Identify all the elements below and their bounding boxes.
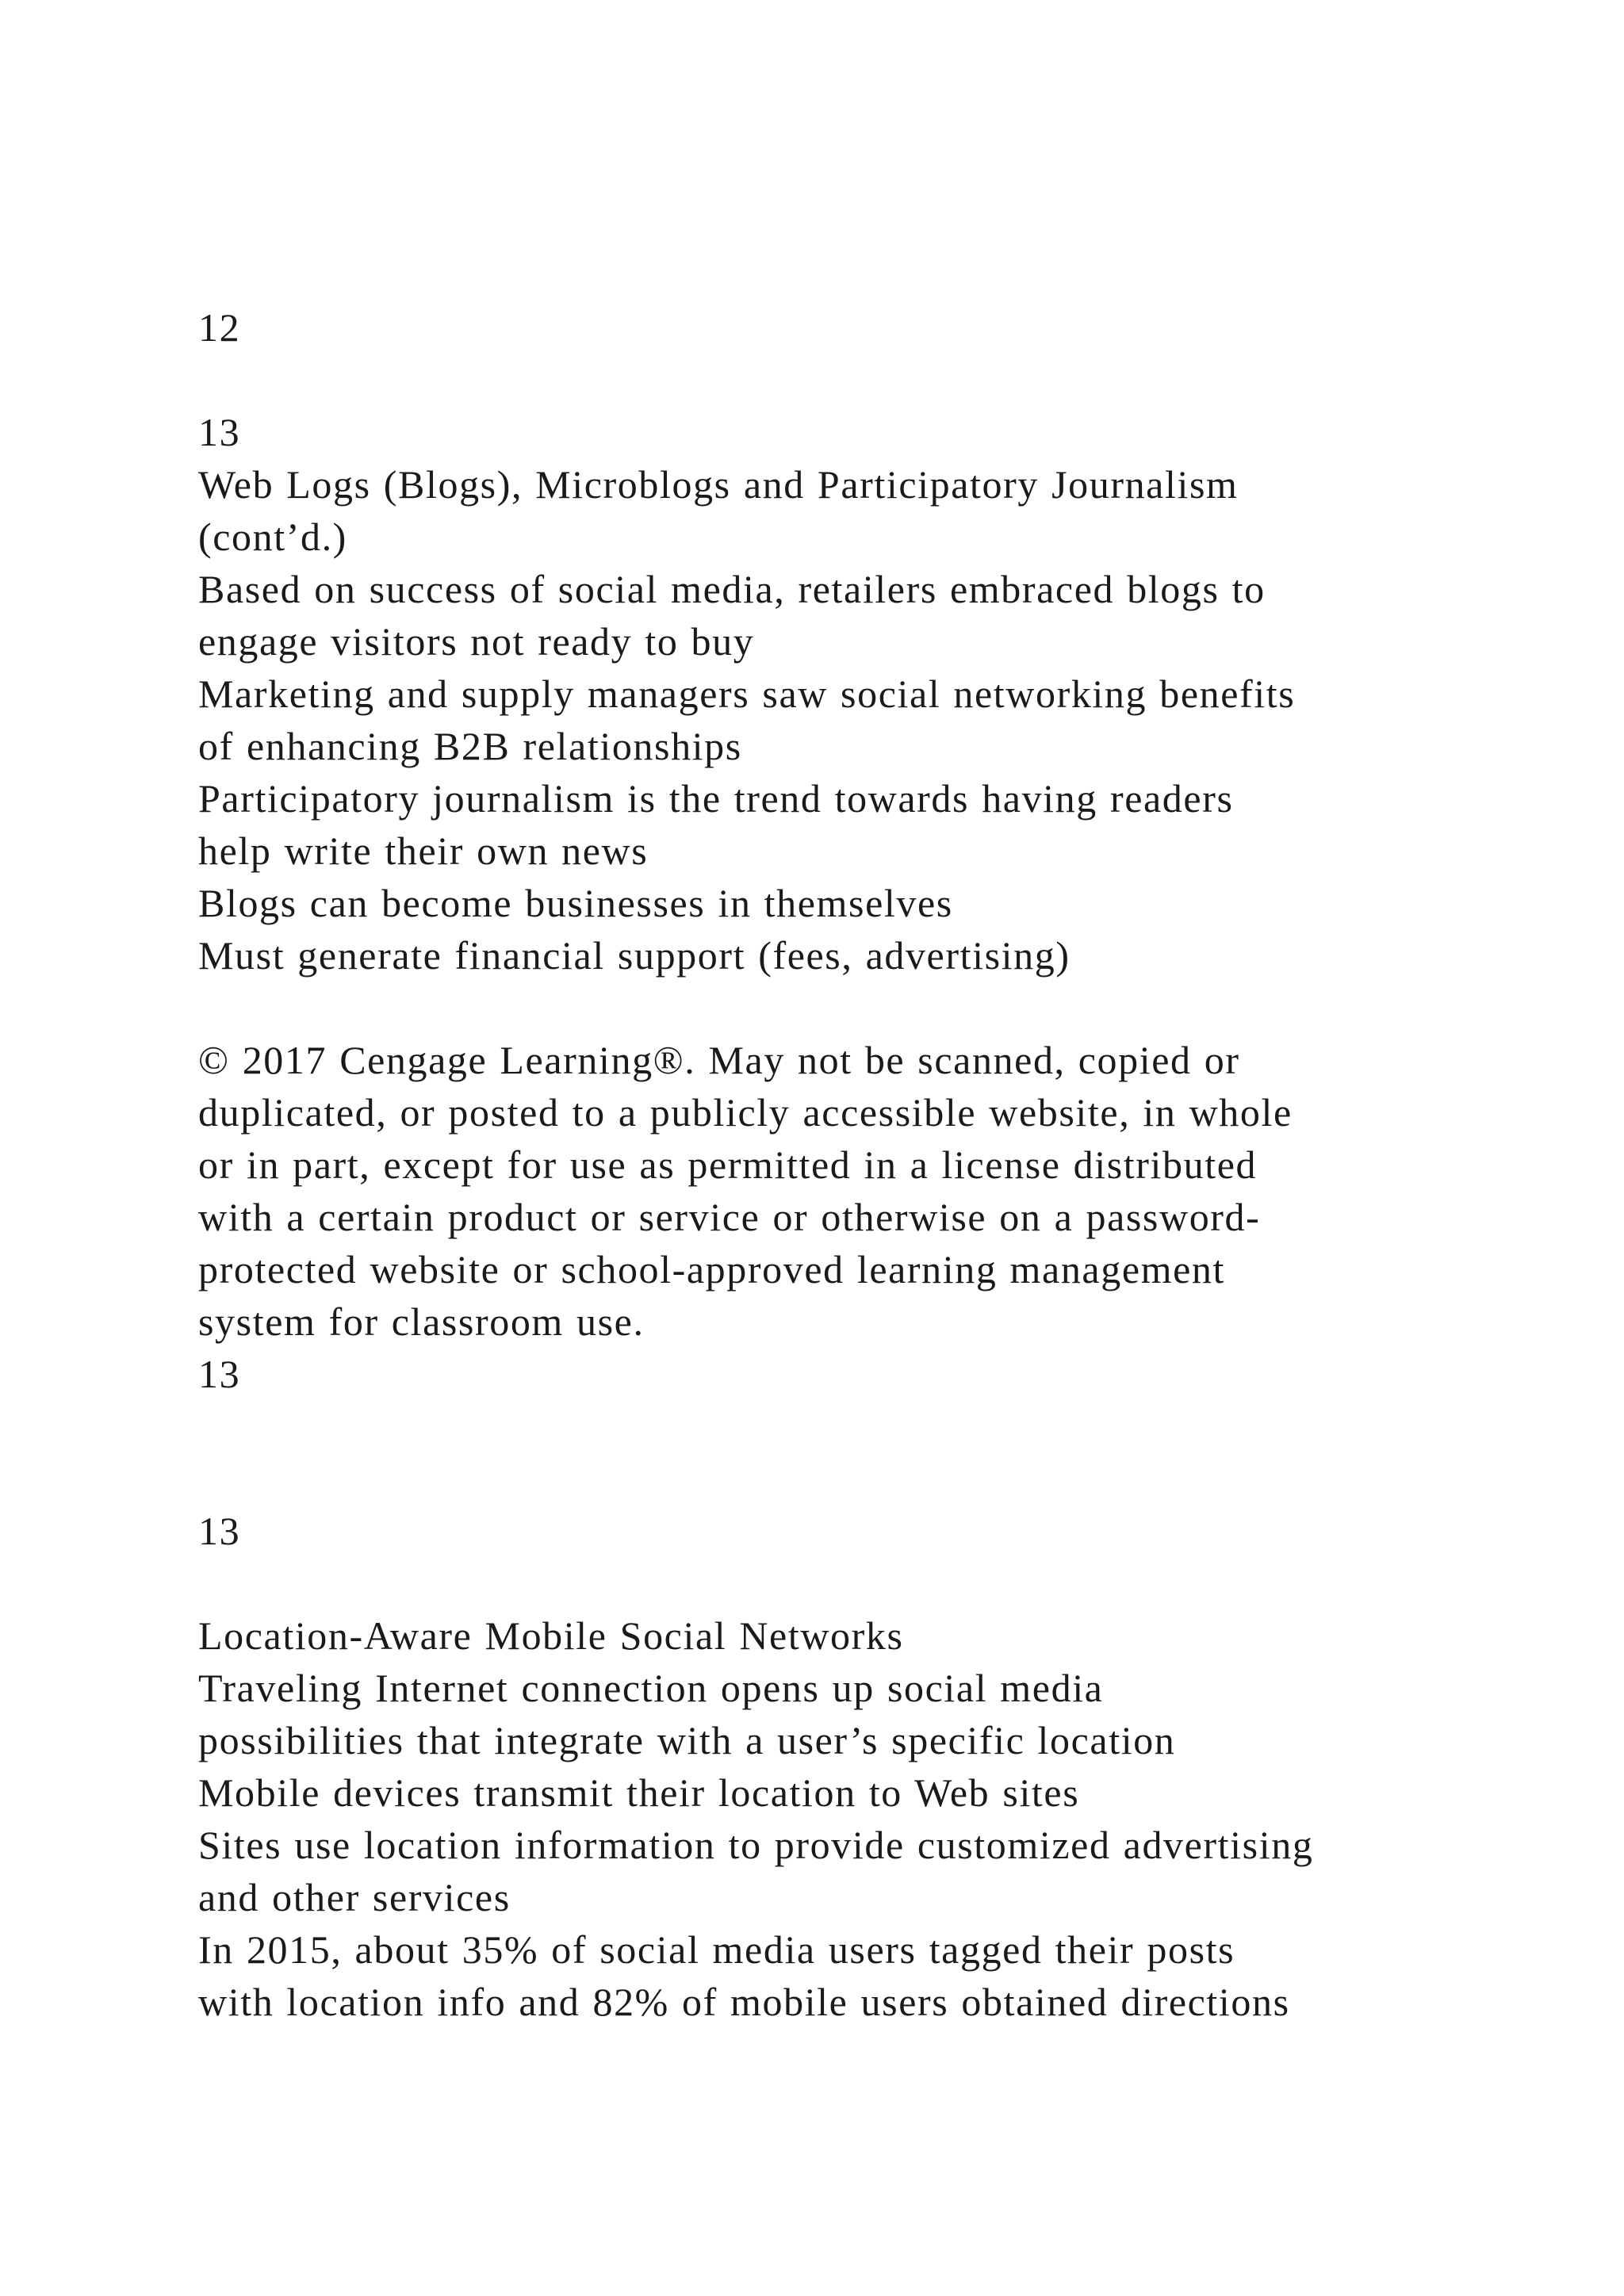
body-text-line: Marketing and supply managers saw social networking benefits — [198, 672, 1296, 716]
body-text-line: Sites use location information to provide customized advertising — [198, 1823, 1314, 1867]
body-text-line: engage visitors not ready to buy — [198, 619, 755, 664]
document-text — [198, 301, 1499, 2028]
slide-title: Location-Aware Mobile Social Networks — [198, 1613, 904, 1658]
body-text-line: and other services — [198, 1875, 511, 1919]
body-text-line: Blogs can become businesses in themselves — [198, 881, 953, 925]
spacer — [198, 1400, 1499, 1505]
copyright-line: system for classroom use. — [198, 1299, 645, 1344]
body-text-line: In 2015, about 35% of social media users tagged their posts — [198, 1927, 1235, 1972]
copyright-line: duplicated, or posted to a publicly accessible website, in whole — [198, 1090, 1293, 1135]
body-text-line: Based on success of social media, retailers embraced blogs to — [198, 567, 1266, 611]
slide-number-13-footer: 13 — [198, 1352, 241, 1396]
slide-title-line: Web Logs (Blogs), Microblogs and Participatory Journalism — [198, 462, 1239, 507]
slide-number-13-second: 13 — [198, 1509, 241, 1553]
body-text-line: of enhancing B2B relationships — [198, 724, 742, 768]
slide-number-12: 12 — [198, 305, 241, 350]
body-text-line: possibilities that integrate with a user’s specific location — [198, 1718, 1176, 1762]
copyright-line: protected website or school-approved learning management — [198, 1247, 1225, 1292]
slide-number-13: 13 — [198, 410, 241, 454]
copyright-line: with a certain product or service or otherwise on a password- — [198, 1195, 1261, 1239]
body-text-line: with location info and 82% of mobile users obtained directions — [198, 1980, 1290, 2024]
spacer — [198, 1557, 1499, 1609]
body-text-line: Must generate financial support (fees, advertising) — [198, 933, 1071, 978]
spacer — [198, 982, 1499, 1034]
spacer — [198, 354, 1499, 406]
body-text-line: Traveling Internet connection opens up social media — [198, 1666, 1104, 1710]
copyright-line: © 2017 Cengage Learning®. May not be scanned, copied or — [198, 1038, 1240, 1082]
body-text-line: help write their own news — [198, 828, 649, 873]
body-text-line: Mobile devices transmit their location to Web sites — [198, 1770, 1080, 1815]
body-text-line: Participatory journalism is the trend towards having readers — [198, 776, 1234, 821]
copyright-line: or in part, except for use as permitted in a license distributed — [198, 1142, 1258, 1187]
slide-title-line: (cont’d.) — [198, 515, 347, 559]
